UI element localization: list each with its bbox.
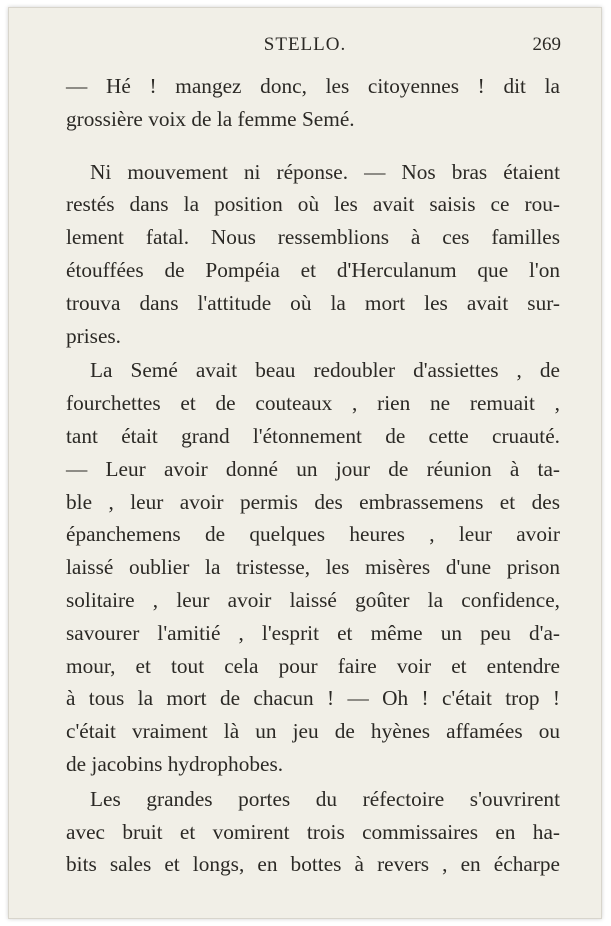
text-line: — Hé ! mangez donc, les citoyennes ! dit la bbox=[66, 74, 560, 98]
body-text bbox=[66, 70, 560, 881]
text-line: de jacobins hydrophobes. bbox=[66, 751, 284, 776]
text-line: solitaire , leur avoir laissé goûter la confidence, bbox=[66, 587, 560, 612]
book-page bbox=[8, 7, 602, 919]
text-line: lement fatal. Nous ressemblions à ces familles bbox=[66, 225, 560, 250]
text-line: savourer l'amitié , l'esprit et même un peu d'a- bbox=[66, 620, 560, 645]
text-line: épanchemens de quelques heures , leur avoir bbox=[66, 522, 560, 547]
text-line: Les grandes portes du réfectoire s'ouvrirent bbox=[90, 786, 560, 811]
running-title: STELLO. bbox=[263, 34, 347, 55]
text-line: prises. bbox=[66, 323, 122, 348]
text-line: Ni mouvement ni réponse. — Nos bras étaient bbox=[90, 159, 560, 184]
running-header bbox=[9, 34, 601, 58]
text-line: avec bruit et vomirent trois commissaires en ha- bbox=[66, 819, 560, 844]
page-number: 269 bbox=[532, 34, 561, 55]
text-line: — Leur avoir donné un jour de réunion à ta- bbox=[66, 456, 560, 481]
text-line: à tous la mort de chacun ! — Oh ! c'était trop ! bbox=[66, 686, 560, 711]
text-line: c'était vraiment là un jeu de hyènes affamées ou bbox=[66, 719, 560, 744]
text-line: bits sales et longs, en bottes à revers , en écharpe bbox=[66, 852, 560, 877]
text-line: trouva dans l'attitude où la mort les avait sur- bbox=[66, 290, 560, 315]
text-line: mour, et tout cela pour faire voir et entendre bbox=[66, 653, 560, 678]
text-line: grossière voix de la femme Semé. bbox=[66, 106, 355, 131]
text-line: ble , leur avoir permis des embrassemens et des bbox=[66, 489, 560, 514]
text-line: tant était grand l'étonnement de cette cruauté. bbox=[66, 423, 560, 448]
text-line: La Semé avait beau redoubler d'assiettes , de bbox=[90, 358, 560, 383]
text-line: fourchettes et de couteaux , rien ne remuait , bbox=[66, 391, 560, 416]
text-line: étouffées de Pompéia et d'Herculanum que l'on bbox=[66, 257, 560, 282]
paragraph-gap bbox=[66, 136, 560, 156]
text-line: restés dans la position où les avait saisis ce rou- bbox=[66, 192, 560, 217]
text-line: laissé oublier la tristesse, les misères d'une prison bbox=[66, 555, 560, 580]
